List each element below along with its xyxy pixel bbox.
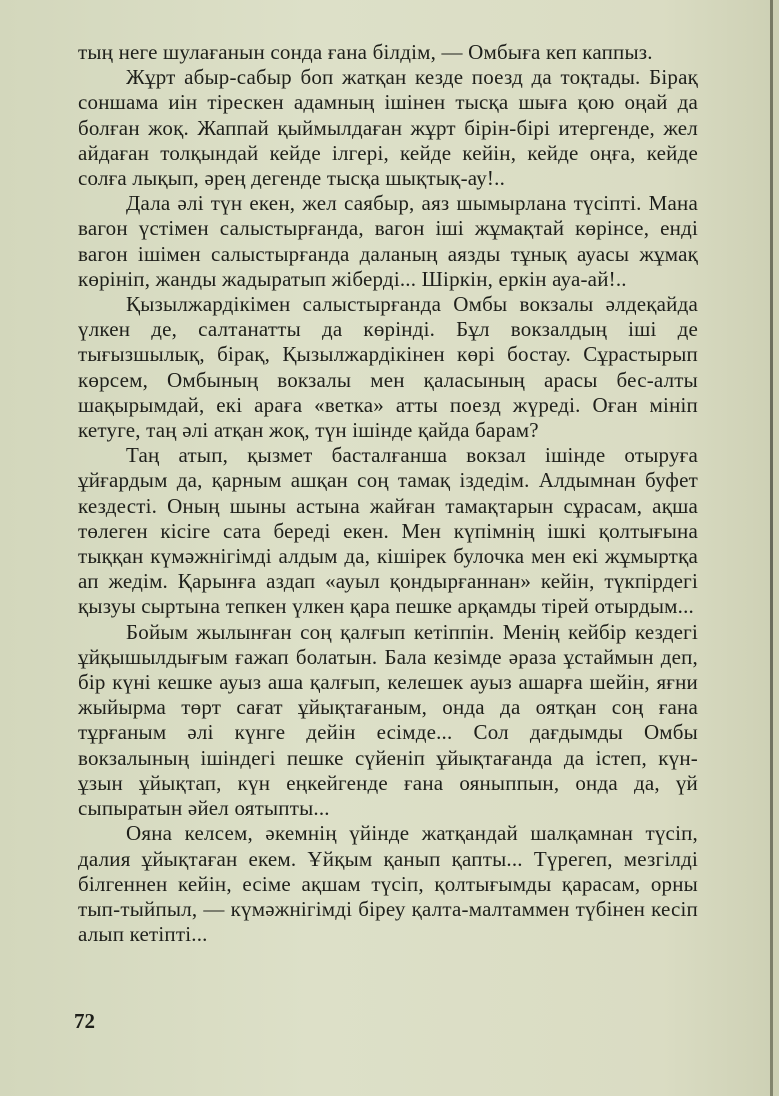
paragraph: Бойым жылынған соң қалғып кетіппін. Менің кейбір кездегі ұйқышылдығым ғажап болатын. Бала кезімде әраза ұстаймын деп, бір күні кешке ауыз аша қалғып, келешек ауыз ашарға шейін, яғни жыйырма төрт сағат ұйықтағаным, онда да оятқан соң ғана тұрғаным әлі күнге дейін есімде... Сол дағдымды Омбы вокзалының ішіндегі пешке сүйеніп ұйықтағанда да істеп, күн-ұзын ұйықтап, күн еңкейгенде ғана ояныппын, онда да, үй сыпыратын әйел оятыпты... (78, 619, 698, 821)
page-number: 72 (74, 1009, 95, 1033)
paragraph: Ояна келсем, әкемнің үйінде жатқандай шалқамнан түсіп, далия ұйықтаған екем. Ұйқым қанып қапты... Түрегеп, мезгілді білгеннен кейін, есіме ақшам түсіп, қолтығымды қарасам, орны тып-тыйпыл, — күмәжнігімді біреу қалта-малтаммен түбінен кесіп алып кетіпті... (78, 821, 698, 947)
paragraph: Дала әлі түн екен, жел саябыр, аяз шымырлана түсіпті. Мана вагон үстімен салыстырғанда, вагон іші жұмақтай көрінсе, енді вагон ішімен салыстырғанда даланың аязды тұнық ауасы жұмақ көрініп, жанды жадыратып жіберді... Шіркін, еркін ауа-ай!.. (78, 191, 698, 291)
paragraph: Жұрт абыр-сабыр боп жатқан кезде поезд да тоқтады. Бірақ соншама иін тірескен адамның ішінен тысқа шыға қою оңай да болған жоқ. Жаппай қыймылдаған жұрт бірін-бірі итергенде, жел айдаған толқындай кейде ілгері, кейде кейін, кейде оңға, кейде солға лықып, әрең дегенде тысқа шықтық-ау!.. (78, 65, 698, 191)
body-text (78, 40, 698, 947)
paragraph-continuation: тың неге шулағанын сонда ғана білдім, — Омбыға кеп каппыз. (78, 40, 653, 64)
paragraph: Қызылжардікімен салыстырғанда Омбы вокзалы әлдеқайда үлкен де, салтанатты да көрінді. Бұл вокзалдың іші де тығызшылық, бірақ, Қызылжардікінен көрі бостау. Сұрастырып көрсем, Омбының вокзалы мен қаласының арасы бес-алты шақырымдай, екі араға «ветка» атты поезд жүреді. Оған мініп кетуге, таң әлі атқан жоқ, түн ішінде қайда барам? (78, 292, 698, 443)
paragraph: Таң атып, қызмет басталғанша вокзал ішінде отыруға ұйғардым да, қарным ашқан соң тамақ іздедім. Алдымнан буфет кездесті. Оның шыны астына жайған тамақтарын сұрасам, ақша төлеген кісіге сата береді екен. Мен күпімнің ішкі қолтығына тыққан күмәжнігімді алдым да, кішірек булочка мен екі жұмыртқа ап жедім. Қарынға аздап «ауыл қондырғаннан» кейін, түкпірдегі қызуы сыртына тепкен үлкен қара пешке арқамды тірей отырдым... (78, 443, 698, 619)
page-edge-shadow (770, 0, 773, 1096)
